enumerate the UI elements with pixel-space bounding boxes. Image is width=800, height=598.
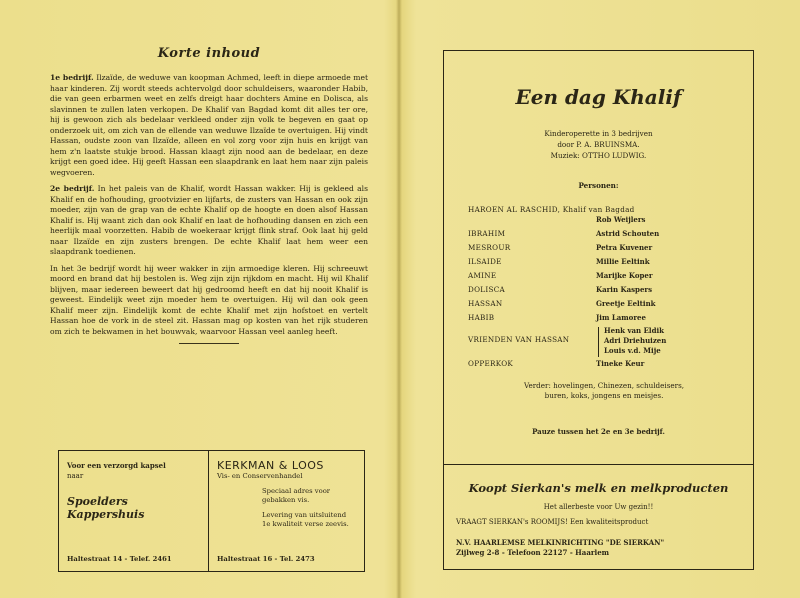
ad-kapsel-line1: Voor een verzorgd kapsel (67, 461, 166, 470)
cast-actor: Petra Kuvener (596, 243, 653, 252)
cast-actor: Jim Lamoree (596, 313, 646, 322)
cast-role: ILSAIDE (468, 257, 502, 266)
cast-role-haroen: HAROEN AL RASCHID, Khalif van Bagdad (468, 205, 635, 214)
pauze-note: Pauze tussen het 2e en 3e bedrijf. (532, 427, 665, 436)
vrienden-brace (598, 327, 604, 357)
cast-actor: Astrid Schouten (596, 229, 660, 238)
cast-role: MESROUR (468, 243, 511, 252)
sierkan-ad-l4: Zijlweg 2-8 - Telefoon 22127 - Haarlem (456, 548, 610, 557)
opperkok-role: OPPERKOK (468, 359, 514, 368)
act-1-lead: 1e bedrijf. (50, 73, 94, 82)
verder-line2: buren, koks, jongens en meisjes. (544, 391, 664, 400)
ad-kapsel-name: Spoelders Kappershuis (67, 495, 145, 521)
verder-line1: Verder: hovelingen, Chinezen, schuldeisers, (523, 381, 685, 390)
cast-frame (443, 50, 754, 570)
ad-kerkman-name: KERKMAN & LOOS (217, 459, 324, 472)
cast-section (444, 51, 753, 465)
personen-heading: Personen: (578, 181, 619, 190)
divider-rule (179, 343, 239, 344)
sierkan-ad-title: Koopt Sierkan's melk en melkproducten (468, 481, 729, 495)
opperkok-actor: Tineke Keur (596, 359, 645, 368)
synopsis-act-3 (50, 264, 368, 338)
cast-actor: Marijke Koper (596, 271, 653, 280)
synopsis-heading: Korte inhoud (157, 46, 261, 61)
vrienden-actor-2: Adri Driehuizen (604, 336, 667, 345)
cast-actor: Greetje Eeltink (596, 299, 656, 308)
cast-role: HABIB (468, 313, 495, 322)
synopsis-act-2 (50, 184, 368, 258)
play-author: door P. A. BRUINSMA. (557, 140, 640, 149)
ad-kerkman-sub: Vis- en Conservenhandel (217, 472, 303, 480)
cast-role: HASSAN (468, 299, 503, 308)
sierkan-ad-l2: VRAAGT SIERKAN's ROOMIJS! Een kwaliteitsproduct (456, 518, 649, 526)
sierkan-ad-l3: N.V. HAARLEMSE MELKINRICHTING "DE SIERKAN" (456, 538, 665, 547)
play-music: Muziek: OTTHO LUDWIG. (550, 151, 647, 160)
verder-text (494, 381, 714, 401)
ad-kapsel-address: Haltestraat 14 - Telef. 2461 (67, 555, 172, 563)
vrienden-actor-3: Louis v.d. Mije (604, 346, 661, 355)
ad-kerkman-loos (209, 451, 364, 571)
vrienden-actor-1: Henk van Eldik (604, 326, 664, 335)
ad-kerkman-l2: gebakken vis. (262, 496, 310, 504)
advertisement-box (58, 450, 365, 572)
cast-actor: Millie Eeltink (596, 257, 650, 266)
ad-kapsel-line2: naar (67, 472, 84, 480)
ad-kerkman-address: Haltestraat 16 - Tel. 2473 (217, 555, 315, 563)
act-2-lead: 2e bedrijf. (50, 184, 95, 193)
sierkan-ad-l1: Het allerbeste voor Uw gezin!! (543, 503, 654, 511)
synopsis-act-1 (50, 73, 368, 178)
cast-role: IBRAHIM (468, 229, 506, 238)
act-3-text: In het 3e bedrijf wordt hij weer wakker in zijn armoedige kleren. Hij schreeuwt moord en brand dat hij bestolen is. Weg zijn zijn rijkdom en macht. Hij wil Khalif blijven, maar iedereen beweert dat hij gedroomd heeft en dat hij nooit Khalif is geweest. Eindelijk weet zijn moeder hem te overtuigen. Hij wil dan ook geen Khalif meer zijn. Eindelijk komt de echte Khalif met zijn hofstoet en vertelt Hassan hoe de vork in de steel zit. Hassan mag op kosten van het rijk studeren om zich te bekwamen in het bouwvak, waarvoor Hassan veel aanleg heeft. (50, 263, 368, 336)
synopsis-section (50, 40, 368, 344)
ad-kerkman-l3: Levering van uitsluitend (262, 511, 347, 519)
vrienden-role: VRIENDEN VAN HASSAN (468, 335, 570, 344)
act-1-text: Ilzaïde, de weduwe van koopman Achmed, leeft in diepe armoede met haar kinderen. Zij wordt steeds achtervolgd door schuldeisers, waaronder Habib, die van geen erbarmen weet en zelfs dreigt haar dochters Amine en Dolisca, als slavinnen te zullen laten verkopen. De Khalif van Bagdad komt dit alles ter ore, hij is gewoon zich als bedelaar verkleed onder zijn volk te begeven en gaat op onderzoek uit, om zich van de ellende van weduwe Ilzaïde te overtuigen. Hij vindt Hassan, oudste zoon van Ilzaïde, alleen en vol zorg voor zijn huis en krijgt van hem z'n laatste stukje brood. Hassan klaagt zijn nood aan de bedelaar, en deze krijgt een goed idee. Hij geeft Hassan een slaapdrank en laat hem naar zijn paleis wegvoeren. (50, 73, 369, 177)
cast-role: AMINE (468, 271, 497, 280)
play-title: Een dag Khalif (515, 85, 682, 109)
ad-kerkman-l1: Speciaal adres voor (262, 487, 331, 495)
cast-actor-haroen: Rob Weijlers (596, 215, 646, 224)
cast-actor: Karin Kaspers (596, 285, 653, 294)
page-fold (396, 0, 402, 598)
cast-role: DOLISCA (468, 285, 505, 294)
ad-kerkman-l4: 1e kwaliteit verse zeevis. (262, 520, 349, 528)
act-2-text: In het paleis van de Khalif, wordt Hassan wakker. Hij is gekleed als Khalif en de hofhouding, grootvizier en lijfarts, de zusters van Hassan en ook zijn moeder, zijn van de grap van de echte Khalif op de hoogte en doen alsof Hassan Khalif is. Hij waant zich dan ook Khalif en laat de hofhouding dansen en zich een heerlijk maal voorzetten. Habib de woekeraar krijgt flink straf. Ook laat hij geld naar Ilzaïde en zijn zusters brengen. De echte Khalif laat hem weer een slaapdrank toedienen. (50, 184, 368, 256)
ad-kappershuis (59, 451, 209, 571)
play-subtitle: Kinderoperette in 3 bedrijven (544, 129, 653, 138)
